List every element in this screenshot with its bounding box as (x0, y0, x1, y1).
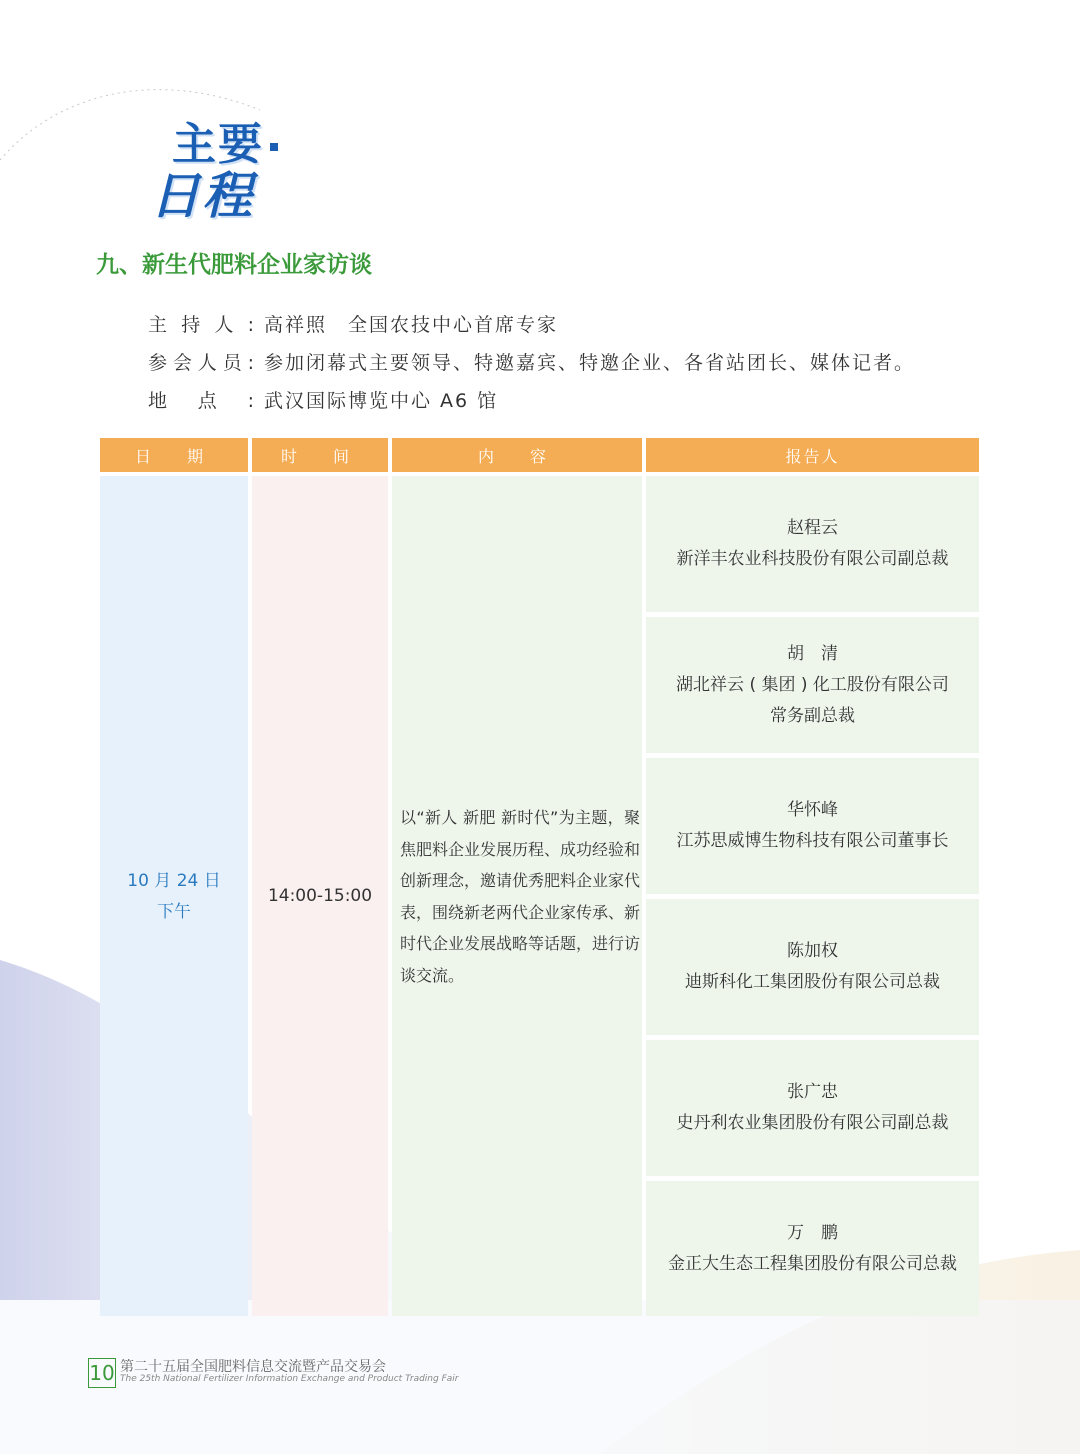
heading-line-1: 主要 (172, 119, 264, 170)
content-cell: 以“新人 新肥 新时代”为主题，聚焦肥料企业发展历程、成功经验和创新理念，邀请优秀肥料企业家代表，围绕新老两代企业家传承、新时代企业发展战略等话题，进行访谈交流。 (400, 808, 641, 985)
date-line-1: 10 月 24 日 (127, 871, 221, 891)
reporter-row (646, 617, 979, 753)
date-cell (100, 866, 248, 928)
reporter-name: 胡 清 (787, 643, 838, 664)
reporter-row (646, 758, 979, 894)
reporter-row (646, 899, 979, 1035)
info-attendees (148, 348, 915, 375)
reporter-title: 史丹利农业集团股份有限公司副总裁 (676, 1113, 949, 1133)
section-title: 九、新生代肥料企业家访谈 (96, 252, 372, 278)
header-reporter: 报告人 (646, 438, 979, 472)
reporter-name: 陈加权 (787, 941, 838, 961)
reporter-row (646, 476, 979, 612)
info-location-label: 地点: (148, 390, 256, 412)
heading-line-2: 日程 (150, 167, 254, 225)
reporter-title: 湖北祥云 ( 集团 ) 化工股份有限公司 (676, 674, 949, 695)
header-time: 时 间 (252, 438, 388, 472)
reporter-title-2: 常务副总裁 (770, 705, 855, 726)
info-host-value: 高祥照 全国农技中心首席专家 (264, 314, 559, 336)
reporter-name: 华怀峰 (787, 800, 838, 820)
reporter-name: 张广忠 (787, 1082, 838, 1102)
reporter-title: 新洋丰农业科技股份有限公司副总裁 (676, 549, 949, 569)
date-line-2: 下午 (157, 902, 191, 922)
reporter-name: 万 鹏 (787, 1222, 838, 1243)
footer-title-cn: 第二十五届全国肥料信息交流暨产品交易会 (120, 1359, 386, 1375)
info-attendees-value: 参加闭幕式主要领导、特邀嘉宾、特邀企业、各省站团长、媒体记者。 (264, 352, 916, 374)
reporter-title: 金正大生态工程集团股份有限公司总裁 (668, 1253, 957, 1274)
reporter-title: 迪斯科化工集团股份有限公司总裁 (685, 972, 940, 992)
header-content: 内 容 (392, 438, 642, 472)
reporter-row (646, 1040, 979, 1176)
info-host-label: 主持人: (148, 314, 256, 336)
reporter-title: 江苏思威博生物科技有限公司董事长 (676, 831, 949, 851)
time-cell: 14:00-15:00 (267, 886, 373, 906)
reporter-name: 赵程云 (787, 518, 838, 538)
info-location-value: 武汉国际博览中心 A6 馆 (264, 390, 499, 412)
reporter-row (646, 1181, 979, 1316)
header-date: 日 期 (100, 438, 248, 472)
heading-dot (270, 143, 278, 151)
page-number: 10 (88, 1358, 116, 1388)
info-host (148, 310, 558, 337)
info-location (148, 386, 498, 413)
info-attendees-label: 参会人员: (148, 352, 256, 374)
footer-title-en: The 25th National Fertilizer Information Exchange and Product Trading Fair (120, 1374, 459, 1384)
